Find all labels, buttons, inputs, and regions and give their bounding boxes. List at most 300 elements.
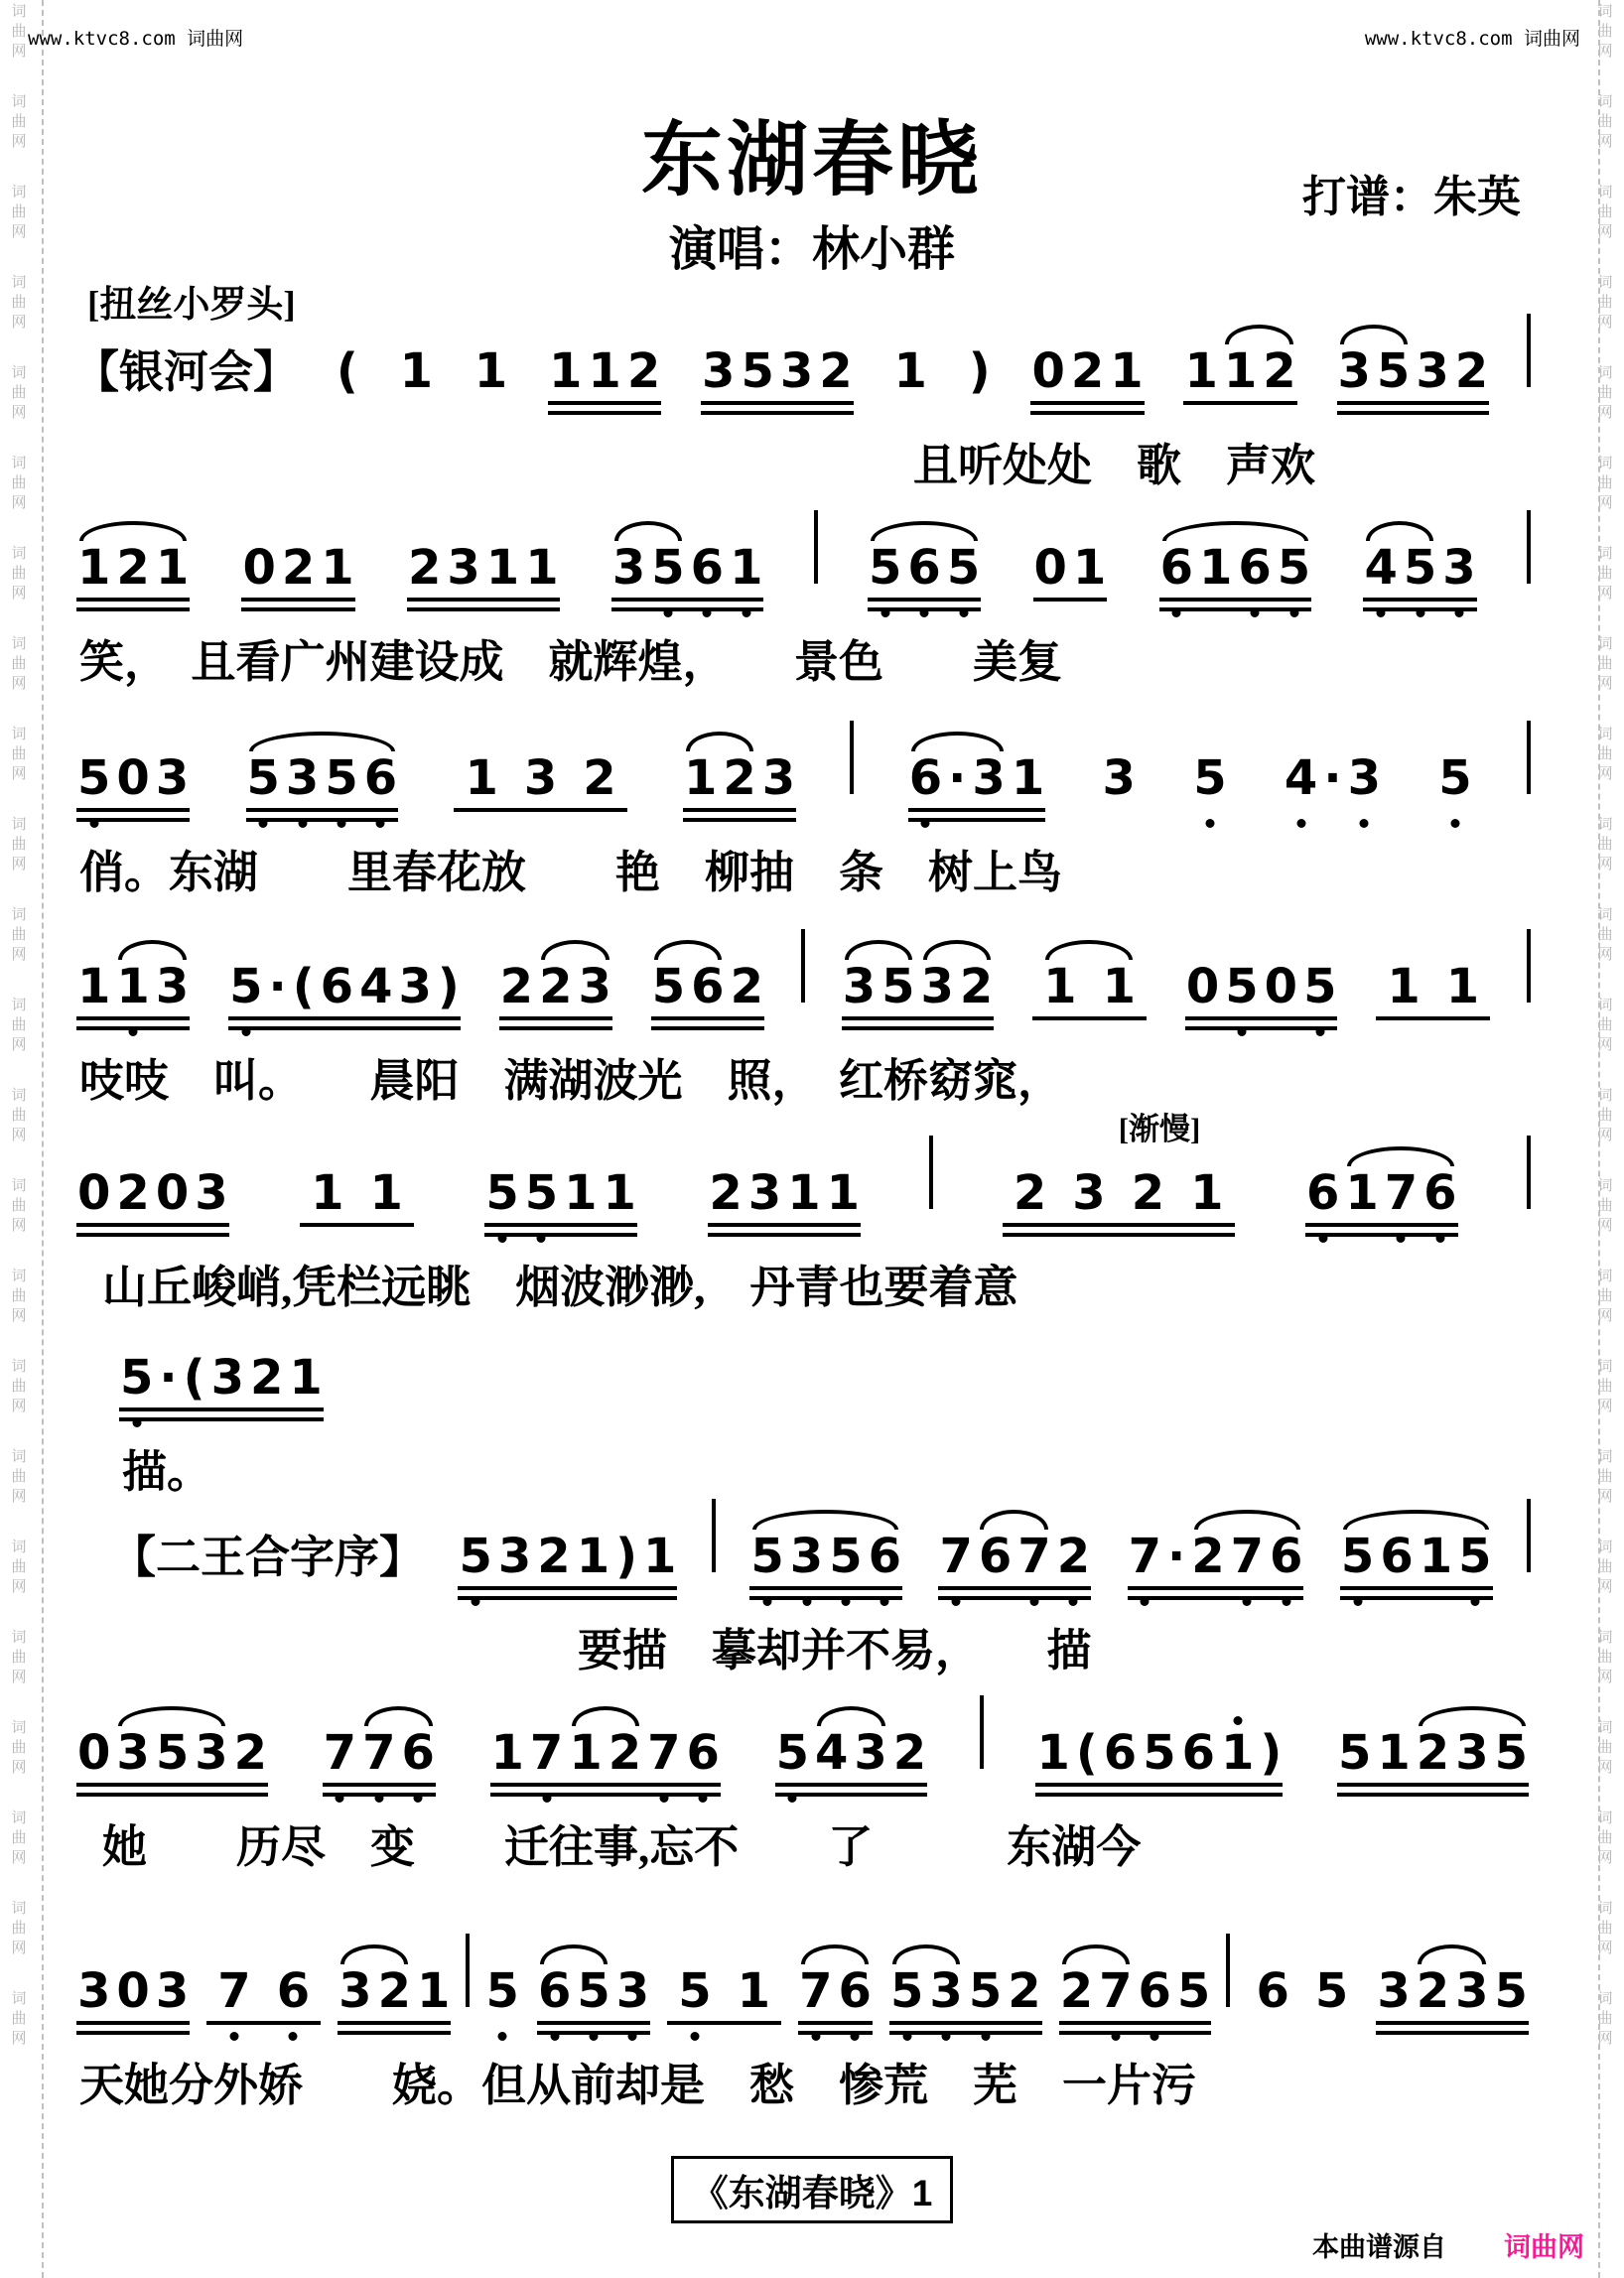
watermark-char: 网 [1597,1760,1613,1776]
watermark-char: 网 [1597,1308,1613,1324]
low-octave-dot-icon [229,2032,238,2041]
barline-icon [980,1695,984,1769]
note-char: 1 [549,343,583,399]
note-char: 5 [776,1729,809,1777]
note-char: 1 [116,963,149,1010]
note-char: 1 [564,1165,598,1221]
watermark-char: 词 [1597,1720,1613,1736]
note-char: 1 [1184,343,1218,399]
watermark-char: 网 [11,1670,27,1685]
slur-arc-icon [1194,1510,1300,1530]
beam-line-icon [228,1026,461,1030]
note-char: 5 [77,754,110,802]
note-char: 2 [1070,343,1105,399]
beam-line-icon [499,1026,612,1030]
beam-line-icon [1337,1793,1529,1797]
beam-line-icon [407,607,560,611]
note-char: 1 [826,1165,860,1221]
note-char: 5 [1341,1533,1374,1580]
note-char: 3 [338,1963,372,2019]
note-group [336,1942,453,2049]
beam-line-icon [889,2021,1042,2025]
watermark-char: 曲 [11,1469,27,1485]
beam-line-icon [246,808,399,812]
watermark-char: 词 [11,4,27,20]
note-char: ( [183,1350,205,1406]
note-char: 0 [116,1963,150,2019]
note-char: 3 [702,343,736,399]
music-system [74,314,1531,493]
slur-arc-icon [1162,521,1308,541]
note-char: 5 [1303,963,1336,1010]
barline-icon [801,929,805,1003]
note-group [456,1507,679,1614]
note-char: 7 [1017,1533,1050,1580]
watermark-char: 曲 [1597,295,1613,311]
watermark-char: 曲 [11,385,27,401]
beam-line-icon [775,1783,928,1787]
watermark-char: 词 [1597,1088,1613,1104]
note-char: 0 [1031,343,1065,399]
beam-line-icon [701,411,854,415]
note-char: 7 [1129,1533,1161,1580]
note-char: 1 [1221,1729,1254,1777]
watermark-char: 曲 [11,295,27,311]
note-row [74,510,1531,625]
beam-line-icon [798,2021,873,2025]
barline-icon [1527,1136,1531,1209]
watermark-char: 词 [1597,1269,1613,1284]
note-group [226,937,463,1044]
note-char: 5 [485,1169,518,1217]
watermark-char: 网 [11,1218,27,1234]
barline-icon [1527,510,1531,584]
note-char: 1 [1011,750,1045,806]
watermark-char: 网 [1597,1579,1613,1595]
note-group [1335,322,1492,429]
beam-line-icon [241,607,354,611]
note-group [1100,729,1139,836]
note-char: 6 [687,1729,720,1777]
watermark-char: 网 [11,1399,27,1414]
note-char: 2 [1416,1963,1450,2019]
watermark-char: 曲 [1597,1650,1613,1666]
note-char: 3 [1377,1963,1411,2019]
banner-label: 【二王合字序】 [111,1533,425,1582]
note-char: 1 [77,540,111,596]
watermark-char: 网 [1597,1850,1613,1866]
low-octave-dot-icon [289,2032,298,2041]
slur-arc-icon [364,1706,433,1726]
note-char: 5 [741,343,774,399]
watermark-char: 词 [11,1269,27,1284]
note-char: 5 [1337,1725,1372,1781]
beam-line-icon [338,2021,451,2025]
source-site-link[interactable]: 词曲网 [1504,2232,1584,2262]
note-char: 5 [1458,1533,1491,1580]
note-group [1057,1942,1214,2049]
note-group [74,937,192,1044]
beam-line-icon [1159,607,1312,611]
lyrics-line: 山丘峻峭,凭栏远眺 烟波渺渺, 丹青也要着意 [102,1263,1018,1312]
note-char: 6 [364,754,397,802]
watermark-char: 词 [11,1540,27,1555]
slur-arc-icon [1340,325,1408,344]
watermark-char: 曲 [1597,746,1613,762]
watermark-char: 网 [11,1850,27,1866]
note-char: 5 [1376,343,1411,399]
note-char: 2 [233,1725,268,1781]
watermark-char: 词 [11,1991,27,2007]
beam-line-icon [938,1586,1091,1590]
beam-line-icon [868,598,981,602]
barline-icon [1527,929,1531,1003]
note-group [405,518,562,625]
note-group [966,322,994,429]
right-dashed-divider [1598,0,1600,2278]
watermark-char: 词 [11,1720,27,1736]
note-char: 5 [120,1354,153,1402]
note-group [609,518,766,625]
note-group [452,729,628,836]
slur-arc-icon [1062,1944,1130,1964]
watermark-char: 网 [11,1941,27,1956]
note-char: 2 [1191,1529,1225,1584]
note-char: 1 [490,1725,524,1781]
note-char: 3 [116,1725,150,1781]
beam-line-icon [490,1783,721,1787]
note-char: 2 [1008,1963,1041,2019]
lyrics-line: 描。 [122,1447,212,1497]
note-char: 3 [155,1963,190,2019]
note-char: 6 [691,544,724,592]
singer-credit: 演唱：林小群 [668,223,955,276]
beam-line-icon [323,1783,436,1787]
slur-arc-icon [845,940,912,960]
note-char: 7 [324,1729,356,1777]
note-char: · [1166,1529,1186,1584]
music-system [117,1328,1531,1500]
watermark-char: 词 [11,456,27,471]
note-char: 1 [399,343,433,399]
lyrics-line: 要描 摹却并不易， 描 [578,1626,1092,1675]
slur-arc-icon [654,940,722,960]
music-system [74,510,1531,690]
low-octave-dot-icon [498,2032,507,2041]
left-dashed-divider [42,0,44,2278]
note-char: 5 [325,754,357,802]
note-char: 2 [709,1165,743,1221]
beam-line-icon [1032,1016,1147,1020]
note-char: 1 [1387,959,1421,1014]
watermark-char: 曲 [11,566,27,582]
watermark-char: 曲 [1597,1740,1613,1756]
beam-line-icon [484,1233,637,1237]
low-octave-dot-icon [1360,819,1369,828]
note-char: 3 [155,750,190,806]
note-char: 1 [369,1165,403,1221]
note-group [906,729,1047,836]
note-group [1435,729,1474,836]
note-group [1028,322,1146,429]
tempo-annotation: [渐慢] [1118,1112,1201,1146]
note-char: 1 [289,1350,323,1406]
note-char: 5 [969,1967,1002,2015]
watermark-char: 词 [1597,907,1613,923]
watermark-char: 词 [1597,1449,1613,1465]
watermark-char: 词 [11,1359,27,1375]
slur-arc-icon [340,1944,408,1964]
note-char: 7 [1385,1169,1418,1217]
note-char: 7 [362,1729,395,1777]
note-char: 5 [881,959,915,1014]
note-group [747,1507,904,1614]
note-char: 2 [116,1165,150,1221]
watermark-char: 网 [11,1760,27,1776]
note-char: 3 [1102,750,1136,806]
watermark-char: 曲 [11,114,27,130]
watermark-char: 曲 [1597,1830,1613,1846]
note-char: 2 [1013,1165,1047,1221]
low-octave-dot-icon [1296,819,1305,828]
note-char: 3 [497,1529,532,1584]
note-char: 1 [1223,343,1258,399]
note-group [1183,937,1340,1044]
note-group [1031,518,1110,625]
note-group [1033,1703,1285,1810]
beam-line-icon [1376,2021,1529,2025]
note-char: 3 [523,750,558,806]
note-char: 1 [1445,959,1480,1014]
note-char: 1 [465,750,498,806]
note-group [1361,518,1478,625]
note-row [74,929,1531,1044]
watermark-char: 曲 [11,1288,27,1304]
watermark-char: 网 [1597,2031,1613,2047]
note-char: 2 [608,1725,642,1781]
note-char: 4 [1364,544,1397,592]
note-group [397,322,436,429]
watermark-char: 网 [1597,586,1613,602]
watermark-char: 词 [11,546,27,562]
source-prefix: 本曲谱源自 [1312,2232,1446,2262]
note-group [1243,1942,1361,2049]
note-char: 6 [1160,544,1193,592]
note-char: 3 [854,1725,887,1781]
beam-line-icon [1030,401,1144,405]
note-char: 5 [1143,1725,1176,1781]
beam-line-icon [889,2031,1042,2035]
watermark-char: 词 [1597,1810,1613,1826]
watermark-char: 曲 [1597,1469,1613,1485]
barline-icon [712,1499,716,1572]
note-char: 1 [416,1963,451,2019]
note-char: 7 [1231,1533,1264,1580]
watermark-char: 网 [1597,405,1613,421]
beam-line-icon [708,1233,861,1237]
note-group [334,322,361,429]
note-char: 6 [538,1967,571,2015]
beam-line-icon [76,598,190,602]
page-number-box [0,2156,1624,2223]
note-group [706,1143,863,1251]
watermark-char: 词 [1597,1178,1613,1194]
note-char: 2 [1263,343,1296,399]
watermark-char: 网 [1597,1128,1613,1143]
beam-line-icon [1035,1793,1283,1797]
note-group [681,729,798,836]
beam-line-icon [119,1407,324,1411]
note-char: 2 [1057,1533,1090,1580]
note-group [1181,322,1298,429]
beam-line-icon [76,2031,190,2035]
note-group [773,1703,930,1810]
high-octave-dot-icon [1233,1716,1242,1725]
note-char: 3 [1348,754,1381,802]
watermark-char: 网 [11,676,27,692]
note-char: 3 [1455,1725,1489,1781]
note-char: 7 [647,1729,680,1777]
note-char: 3 [920,959,954,1014]
beam-line-icon [228,1016,461,1020]
beam-line-icon [667,2021,781,2025]
slur-arc-icon [118,1706,225,1726]
note-char: 5 [577,1967,609,2015]
note-char: 1 [893,343,927,399]
note-char: 1 [737,1963,771,2019]
note-char: 3 [77,1963,111,2019]
banner-label: 【银河会】 [74,347,299,397]
music-system [74,721,1531,900]
note-char: 1 [730,544,762,592]
watermark-char: 网 [1597,676,1613,692]
watermark-char: 词 [1597,1630,1613,1646]
slur-arc-icon [871,521,978,541]
beam-line-icon [1185,1016,1338,1020]
beam-line-icon [241,598,354,602]
watermark-char: 词 [1597,817,1613,833]
note-char: 6 [1380,1529,1414,1584]
note-row [74,314,1531,429]
note-char: 5 [750,1533,783,1580]
beam-line-icon [119,1417,324,1421]
note-char: 3 [790,1533,823,1580]
page-number-label: 《东湖春晓》1 [671,2156,954,2223]
note-group [840,937,997,1044]
note-group [936,1507,1093,1614]
beam-line-icon [76,808,190,812]
note-char: 1 [1198,540,1233,596]
note-char: 2 [1454,343,1489,399]
watermark-char: 网 [1597,1941,1613,1956]
beam-line-icon [338,2031,451,2035]
beam-line-icon [458,1586,677,1590]
note-char: 6 [1270,1533,1302,1580]
note-group [535,1942,652,2049]
note-char: 1 [311,1165,344,1221]
section-label: [扭丝小罗头] [87,285,296,326]
note-char: 4 [1285,754,1317,802]
note-char: 3 [747,1165,782,1221]
watermark-char: 曲 [11,1740,27,1756]
watermark-char: 曲 [11,475,27,491]
note-char: 6 [909,754,942,802]
note-char: 6 [320,959,354,1014]
watermark-char: 词 [1597,998,1613,1013]
beam-line-icon [938,1596,1091,1600]
watermark-char: 曲 [1597,204,1613,220]
watermark-char: 词 [11,1630,27,1646]
note-char: 1 [1102,959,1136,1014]
lyrics-line: 笑， 且看广州建设成 就辉煌， 景色 美复 [79,637,1063,687]
note-group [497,937,614,1044]
note-char: · [1323,750,1342,806]
slur-arc-icon [79,521,187,541]
note-char: 6 [277,1967,310,2015]
note-char: 2 [1416,1725,1450,1781]
watermark-char: 网 [11,1128,27,1143]
note-group [74,1703,270,1810]
note-group [239,518,356,625]
note-group [74,518,192,625]
watermark-char: 词 [1597,1901,1613,1917]
right-watermark-column [1588,0,1622,2278]
watermark-char: 网 [11,44,27,60]
note-char: 6 [691,959,725,1014]
watermark-char: 词 [1597,94,1613,110]
watermark-char: 网 [11,947,27,963]
watermark-char: 网 [1597,1489,1613,1505]
note-char: 5 [1404,544,1436,592]
note-group [472,322,510,429]
note-char: 0 [1185,959,1220,1014]
watermark-char: 词 [1597,546,1613,562]
watermark-char: 词 [1597,456,1613,471]
note-char: 7 [217,1967,250,2015]
watermark-char: 网 [11,766,27,782]
watermark-char: 曲 [11,24,27,40]
notator-credit: 打谱：朱英 [1302,173,1521,221]
beam-line-icon [76,818,190,822]
note-char: 3 [1337,343,1371,399]
beam-line-icon [651,1026,764,1030]
barline-icon [466,1934,470,2007]
slur-arc-icon [686,732,753,751]
watermark-char: 网 [1597,495,1613,511]
note-char: 2 [959,959,994,1014]
note-char: 1 [588,343,621,399]
note-char: 6 [401,1729,434,1777]
watermark-char: 曲 [11,656,27,672]
note-char: 1 [1377,1725,1411,1781]
beam-line-icon [1305,1233,1458,1237]
watermark-char: 网 [11,315,27,331]
note-char: · [159,1350,178,1406]
beam-line-icon [749,1586,902,1590]
note-char: 5 [1278,544,1310,592]
note-char: 5 [1225,963,1258,1010]
lyrics-line: 俏。东湖 里春花放 艳 柳抽 条 树上鸟 [79,848,1063,897]
watermark-char: 曲 [1597,1108,1613,1124]
note-group [866,518,983,625]
note-char: 3 [578,959,611,1014]
note-char: 3 [195,1725,228,1781]
watermark-char: 词 [1597,636,1613,652]
note-char: 0 [155,1165,190,1221]
watermark-char: 词 [1597,1359,1613,1375]
note-char: 0 [77,1165,111,1221]
note-char: 5 [947,544,980,592]
